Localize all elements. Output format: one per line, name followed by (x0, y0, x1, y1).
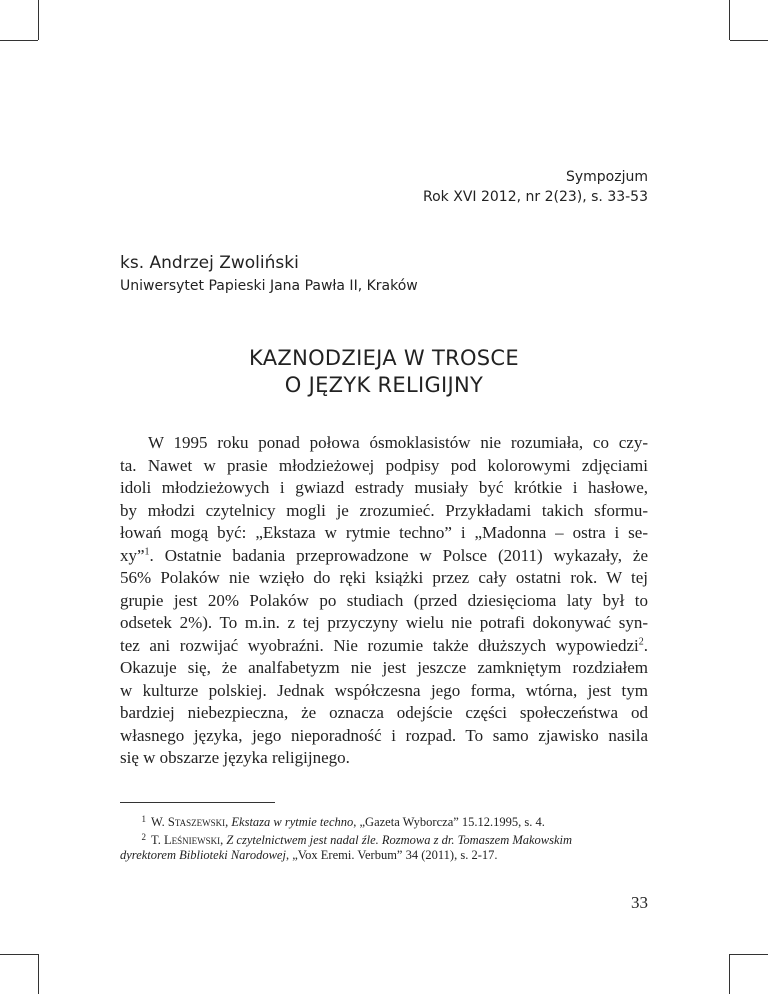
author-block (120, 252, 418, 296)
body-line (120, 635, 648, 658)
crop-mark (38, 954, 39, 994)
body-line: odsetek 2%). To m.in. z tej przyczyny wielu nie potrafi dokonywać syn- (120, 613, 648, 632)
crop-mark (730, 954, 768, 955)
author-name: ks. Andrzej Zwoliński (120, 253, 299, 273)
article-body (120, 432, 648, 770)
footnotes (120, 810, 648, 864)
footnote-ref-1[interactable]: 1 (144, 545, 150, 557)
footnote-2-cont (120, 846, 648, 864)
body-text: xy” (120, 545, 145, 565)
footnote-number: 1 (141, 814, 146, 824)
body-line: własnego języka, jego nieporadność i rozpad. To samo zjawisko nasila (120, 725, 648, 745)
page-number: 33 (631, 893, 648, 912)
body-line: bardziej niebezpieczna, że oznacza odejście części społeczeństwa od (120, 703, 648, 722)
footnote-title: Ekstaza w rytmie techno (231, 815, 354, 829)
footnote-1: 1 W. Staszewski, Ekstaza w rytmie techno, „Gazeta Wyborcza” 15.12.1995, s. 4. (120, 810, 648, 828)
body-line: W 1995 roku ponad połowa ósmoklasistów nie rozumiała, co czy- (148, 433, 648, 452)
title-line-2: O JĘZYK RELIGIJNY (284, 373, 484, 397)
footnote-title-cont: dyrektorem Biblioteki Narodowej (120, 848, 286, 862)
footnote-title: Z czytelnictwem jest nadal źle. Rozmowa z dr. Tomaszem Makowskim (226, 833, 573, 847)
body-line: grupie jest 20% Polaków po studiach (przed dziesięcioma laty był to (120, 590, 648, 610)
body-line: ta. Nawet w prasie młodzieżowej podpisy pod kolorowymi zdjęciami (120, 455, 648, 475)
crop-mark (729, 954, 730, 994)
crop-mark (730, 40, 768, 41)
journal-header (423, 167, 648, 207)
body-line: się w obszarze języka religijnego. (120, 748, 350, 767)
body-line: w kulturze polskiej. Jednak współczesna jego forma, wtórna, jest tym (120, 680, 648, 700)
journal-name: Sympozjum (565, 169, 648, 185)
body-line: 56% Polaków nie wzięło do ręki książki przez cały ostatni rok. W tej (120, 568, 648, 587)
article-title (120, 345, 648, 399)
footnote-ref-2[interactable]: 2 (638, 635, 644, 647)
body-line (120, 545, 648, 568)
body-text: tez ani rozwijać wyobraźni. Nie rozumie także dłuższych wypowiedzi (120, 635, 639, 655)
crop-mark (729, 0, 730, 40)
footnote-author: W. Staszewski (151, 815, 226, 829)
journal-issue: Rok XVI 2012, nr 2(23), s. 33-53 (423, 189, 648, 205)
footnote-author: T. Leśniewski (151, 833, 221, 847)
body-line: Okazuje się, że analfabetyzm nie jest jeszcze zamkniętym rozdziałem (120, 658, 648, 677)
title-line-1: KAZNODZIEJA W TROSCE (249, 346, 519, 370)
footnote-separator (120, 802, 275, 803)
crop-mark (0, 40, 38, 41)
body-text: . Ostatnie badania przeprowadzone w Polsce (2011) wykazały, że (149, 545, 648, 565)
footnote-2: 2 T. Leśniewski, Z czytelnictwem jest nadal źle. Rozmowa z dr. Tomaszem Makowskim (120, 828, 648, 846)
footnote-rest: , „Vox Eremi. Verbum” 34 (2011), s. 2-17. (285, 848, 498, 862)
crop-mark (0, 954, 38, 955)
footnote-rest: , „Gazeta Wyborcza” 15.12.1995, s. 4. (353, 815, 545, 829)
body-text: . (643, 635, 648, 655)
body-line: łowań mogą być: „Ekstaza w rytmie techno” i „Madonna – ostra i se- (120, 523, 648, 542)
author-affiliation: Uniwersytet Papieski Jana Pawła II, Kraków (120, 278, 418, 294)
body-line: idoli młodzieżowych i gwiazd estrady musiały być krótkie i hasłowe, (120, 478, 648, 497)
footnote-number: 2 (141, 832, 146, 842)
crop-mark (38, 0, 39, 40)
body-line: by młodzi czytelnicy mogli je zrozumieć. Przykładami takich sformu- (120, 500, 648, 520)
